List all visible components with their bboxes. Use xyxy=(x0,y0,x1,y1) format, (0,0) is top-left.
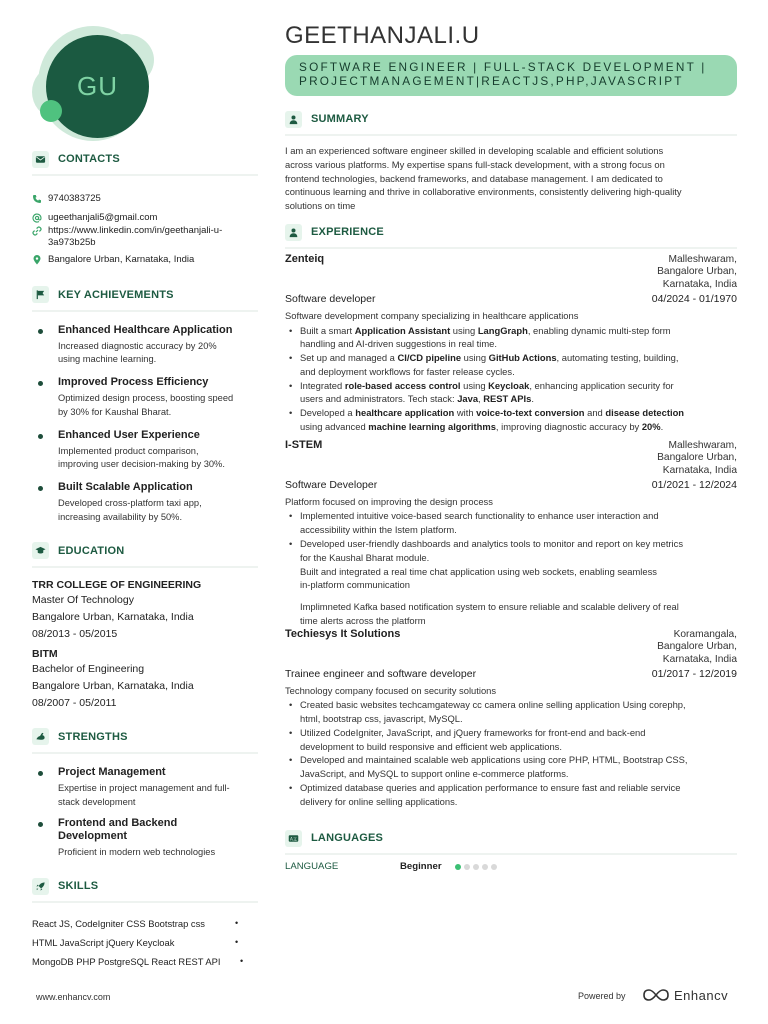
school-name: BITM xyxy=(32,647,58,660)
contact-location xyxy=(32,254,258,266)
school-name: TRR COLLEGE OF ENGINEERING xyxy=(32,578,202,591)
muscle-arm-icon xyxy=(32,728,49,745)
language-level: Beginner xyxy=(400,861,442,872)
job-bullets xyxy=(285,324,747,434)
job-bullet: • Set up and managed a CI/CD pipeline using GitHub Actions, automating testing, building, and deployment workflows for faster release cycles. xyxy=(285,351,747,379)
experience-heading xyxy=(285,223,747,241)
rating-dot xyxy=(482,864,488,870)
achievement-item xyxy=(32,481,258,525)
skills-text: MongoDB PHP PostgreSQL React REST API xyxy=(32,956,221,968)
linkedin-url: 3a973b25b xyxy=(48,236,96,248)
job-extra-text: Implimneted Kafka based notification system to ensure reliable and scalable delivery of real time alerts across the platform xyxy=(300,601,679,626)
language-rating xyxy=(455,864,497,870)
contact-phone[interactable] xyxy=(32,193,258,205)
language-card-icon xyxy=(285,830,302,847)
rating-dot xyxy=(464,864,470,870)
person-icon xyxy=(285,111,302,128)
brand-name: Enhancv xyxy=(674,987,729,1003)
skills-line xyxy=(32,937,258,948)
achievement-title: Enhanced User Experience xyxy=(58,428,200,441)
job-location: Malleshwaram, Bangalore Urban, Karnataka, India xyxy=(657,439,737,476)
skills-line xyxy=(32,918,258,929)
school-location: Bangalore Urban, Karnataka, India xyxy=(32,610,194,623)
job-bullet: • Developed a healthcare application with voice-to-text conversion and disease detection using advanced machine learning algorithms, improving diagnostic accuracy by 20%. xyxy=(285,406,747,434)
powered-by-label: Powered by xyxy=(578,991,626,1001)
linkedin-url: https://www.linkedin.com/in/geethanjali-u- xyxy=(48,225,223,236)
education-item xyxy=(32,579,258,643)
skill-separator: • xyxy=(235,918,239,929)
job-role-row xyxy=(285,668,747,684)
education-dates: 08/2007 - 05/2011 xyxy=(32,696,117,709)
languages-section xyxy=(285,829,747,855)
degree: Bachelor of Engineering xyxy=(32,662,145,675)
job-dates: 01/2017 - 12/2019 xyxy=(651,667,737,680)
job-dates: 01/2021 - 12/2024 xyxy=(651,478,737,491)
education-dates: 08/2013 - 05/2015 xyxy=(32,627,118,640)
job-role-row xyxy=(285,293,747,309)
job-bullet: • Developed and maintained scalable web applications using core PHP, HTML, Bootstrap CSS, JavaScript, and MySQL to support online e-commerce platforms. xyxy=(285,753,747,781)
section-title: LANGUAGES xyxy=(311,832,384,844)
section-divider xyxy=(285,247,737,249)
link-icon xyxy=(32,226,42,236)
strength-desc: Expertise in project management and full- stack development xyxy=(58,782,230,807)
job-bullets xyxy=(285,698,747,808)
avatar-dot xyxy=(40,100,62,122)
education-heading xyxy=(32,542,258,560)
job-role-row xyxy=(285,479,747,495)
degree: Master Of Technology xyxy=(32,593,134,606)
phone-number: 9740383725 xyxy=(48,193,101,204)
job-bullet: • Built a smart Application Assistant using LangGraph, enabling dynamic multi-step form handling and AI-driven suggestions in real time. xyxy=(285,324,747,352)
phone-icon xyxy=(32,194,42,204)
company-description: Software development company specializing in healthcare applications xyxy=(285,310,579,321)
strengths-heading xyxy=(32,728,258,746)
job-entry xyxy=(285,253,747,434)
school-location: Bangalore Urban, Karnataka, India xyxy=(32,679,194,692)
enhancv-logo[interactable] xyxy=(642,987,728,1003)
company-name: Zenteiq xyxy=(285,253,325,265)
job-bullet: • Developed user-friendly dashboards and analytics tools to monitor and report on key metrics for the Kaushal Bharat module. xyxy=(285,537,747,565)
section-title: EDUCATION xyxy=(58,544,125,557)
section-divider xyxy=(32,752,258,754)
skills-line xyxy=(32,956,258,967)
rating-dot xyxy=(473,864,479,870)
email-address: ugeethanjali5@gmail.com xyxy=(48,211,158,223)
rating-dot xyxy=(455,864,461,870)
section-title: KEY ACHIEVEMENTS xyxy=(58,288,174,301)
contact-email[interactable] xyxy=(32,212,258,224)
contact-linkedin[interactable] xyxy=(32,225,258,248)
footer-url[interactable]: www.enhancv.com xyxy=(36,992,111,1002)
job-location: Koramangala, Bangalore Urban, Karnataka, India xyxy=(657,628,737,665)
envelope-icon xyxy=(32,151,49,168)
company-description: Platform focused on improving the design process xyxy=(285,495,493,507)
job-header xyxy=(285,253,747,293)
achievement-title: Improved Process Efficiency xyxy=(58,376,209,389)
section-divider xyxy=(32,310,258,312)
enhancv-mark-icon xyxy=(642,987,670,1003)
location-text: Bangalore Urban, Karnataka, India xyxy=(48,254,195,265)
achievement-item xyxy=(32,324,258,368)
contacts-heading xyxy=(32,150,258,168)
section-divider xyxy=(32,174,258,176)
skills-heading xyxy=(32,877,258,895)
job-bullet: • Integrated role-based access control using Keycloak, enhancing application security for users and administrators. Tech stack: Java, REST APIs. xyxy=(285,379,747,407)
achievement-desc: Optimized design process, boosting speed by 30% for Kaushal Bharat. xyxy=(58,393,234,417)
experience-section xyxy=(285,223,747,809)
achievements-heading xyxy=(32,286,258,304)
achievement-desc: Implemented product comparison, improving user decision-making by 30%. xyxy=(58,445,225,470)
job-bullet: • Implemented intuitive voice-based search functionality to enhance user interaction and accessibility within the Istem platform. xyxy=(285,509,747,537)
job-bullet: • Utilized CodeIgniter, JavaScript, and jQuery frameworks for front-end and back-end development to build responsive and efficient web applications. xyxy=(285,726,747,754)
strength-desc: Proficient in modern web technologies xyxy=(58,847,216,858)
job-bullet: • Optimized database queries and application performance to ensure fast and reliable service delivery for online selling applications. xyxy=(285,781,747,809)
avatar-graphic xyxy=(28,22,163,147)
job-location: Malleshwaram, Bangalore Urban, Karnataka, India xyxy=(657,254,737,290)
skill-separator: • xyxy=(240,956,244,967)
achievement-item xyxy=(32,429,258,473)
summary-heading xyxy=(285,110,747,128)
graduation-cap-icon xyxy=(32,542,49,559)
flag-icon xyxy=(32,286,49,303)
section-title: CONTACTS xyxy=(58,153,120,165)
job-bullet: • Created basic websites techcamgateway cc camera online selling application Using corephp, html, bootstrap css, javascript, MySQL. xyxy=(285,698,747,726)
strength-title: Project Management xyxy=(58,765,166,778)
section-divider xyxy=(285,853,737,855)
language-name: LANGUAGE xyxy=(285,861,339,872)
company-name: I-STEM xyxy=(285,438,323,451)
job-role: Software Developer xyxy=(285,478,378,491)
job-extra-text: Built and integrated a real time chat application using web sockets, enabling seamless in-platform communication xyxy=(300,565,657,591)
candidate-name: GEETHANJALI.U xyxy=(285,22,480,49)
headline-banner xyxy=(285,55,737,96)
education-item xyxy=(32,648,258,712)
location-pin-icon xyxy=(32,255,42,265)
strength-item xyxy=(32,817,258,860)
avatar xyxy=(46,35,149,138)
headline-line: SOFTWARE ENGINEER | FULL-STACK DEVELOPMENT | xyxy=(299,60,707,74)
at-sign-icon xyxy=(32,213,42,223)
job-entry xyxy=(285,439,747,628)
strength-title: Frontend and Backend Development xyxy=(58,817,178,843)
rocket-icon xyxy=(32,878,49,895)
language-item xyxy=(285,861,585,875)
achievement-item xyxy=(32,376,258,420)
job-header xyxy=(285,628,747,668)
left-column xyxy=(32,150,258,967)
section-divider xyxy=(32,566,258,568)
section-title: STRENGTHS xyxy=(58,730,128,743)
job-header xyxy=(285,439,747,479)
achievement-title: Enhanced Healthcare Application xyxy=(58,323,233,336)
job-role: Trainee engineer and software developer xyxy=(285,667,477,680)
briefcase-person-icon xyxy=(285,224,302,241)
skills-text: HTML JavaScript jQuery Keycloak xyxy=(32,937,175,949)
achievement-desc: Developed cross-platform taxi app, increasing availability by 50%. xyxy=(58,498,202,523)
job-dates: 04/2024 - 01/1970 xyxy=(651,293,737,305)
section-divider xyxy=(285,134,737,136)
languages-heading xyxy=(285,829,747,847)
company-description: Technology company focused on security solutions xyxy=(285,684,497,696)
skills-text: React JS, CodeIgniter CSS Bootstrap css xyxy=(32,918,205,930)
skill-separator: • xyxy=(235,937,239,948)
avatar-initials: GU xyxy=(77,71,118,101)
headline-line: PROJECTMANAGEMENT|REACTJS,PHP,JAVASCRIPT xyxy=(299,74,684,88)
summary-text: I am an experienced software engineer skilled in developing scalable and efficient solutions across various platforms. My expertise spans full-stack development, with a strong focus on frontend technologies, backend frameworks, and database management. I am dedicated to continuous learning and thrive in collaborative environments, consistently delivering high-quality solutions on time xyxy=(285,145,682,212)
summary-section xyxy=(285,110,747,213)
achievement-title: Built Scalable Application xyxy=(58,481,193,494)
rating-dot xyxy=(491,864,497,870)
section-divider xyxy=(32,901,258,903)
achievement-desc: Increased diagnostic accuracy by 20% using machine learning. xyxy=(58,340,217,365)
company-name: Techiesys It Solutions xyxy=(285,627,401,640)
job-role: Software developer xyxy=(285,293,376,305)
section-title: SKILLS xyxy=(58,880,99,893)
job-entry xyxy=(285,628,747,809)
svg-text:A文: A文 xyxy=(290,835,297,841)
job-bullets xyxy=(285,509,747,564)
strength-item xyxy=(32,766,258,810)
section-title: SUMMARY xyxy=(311,113,369,125)
section-title: EXPERIENCE xyxy=(311,226,384,238)
